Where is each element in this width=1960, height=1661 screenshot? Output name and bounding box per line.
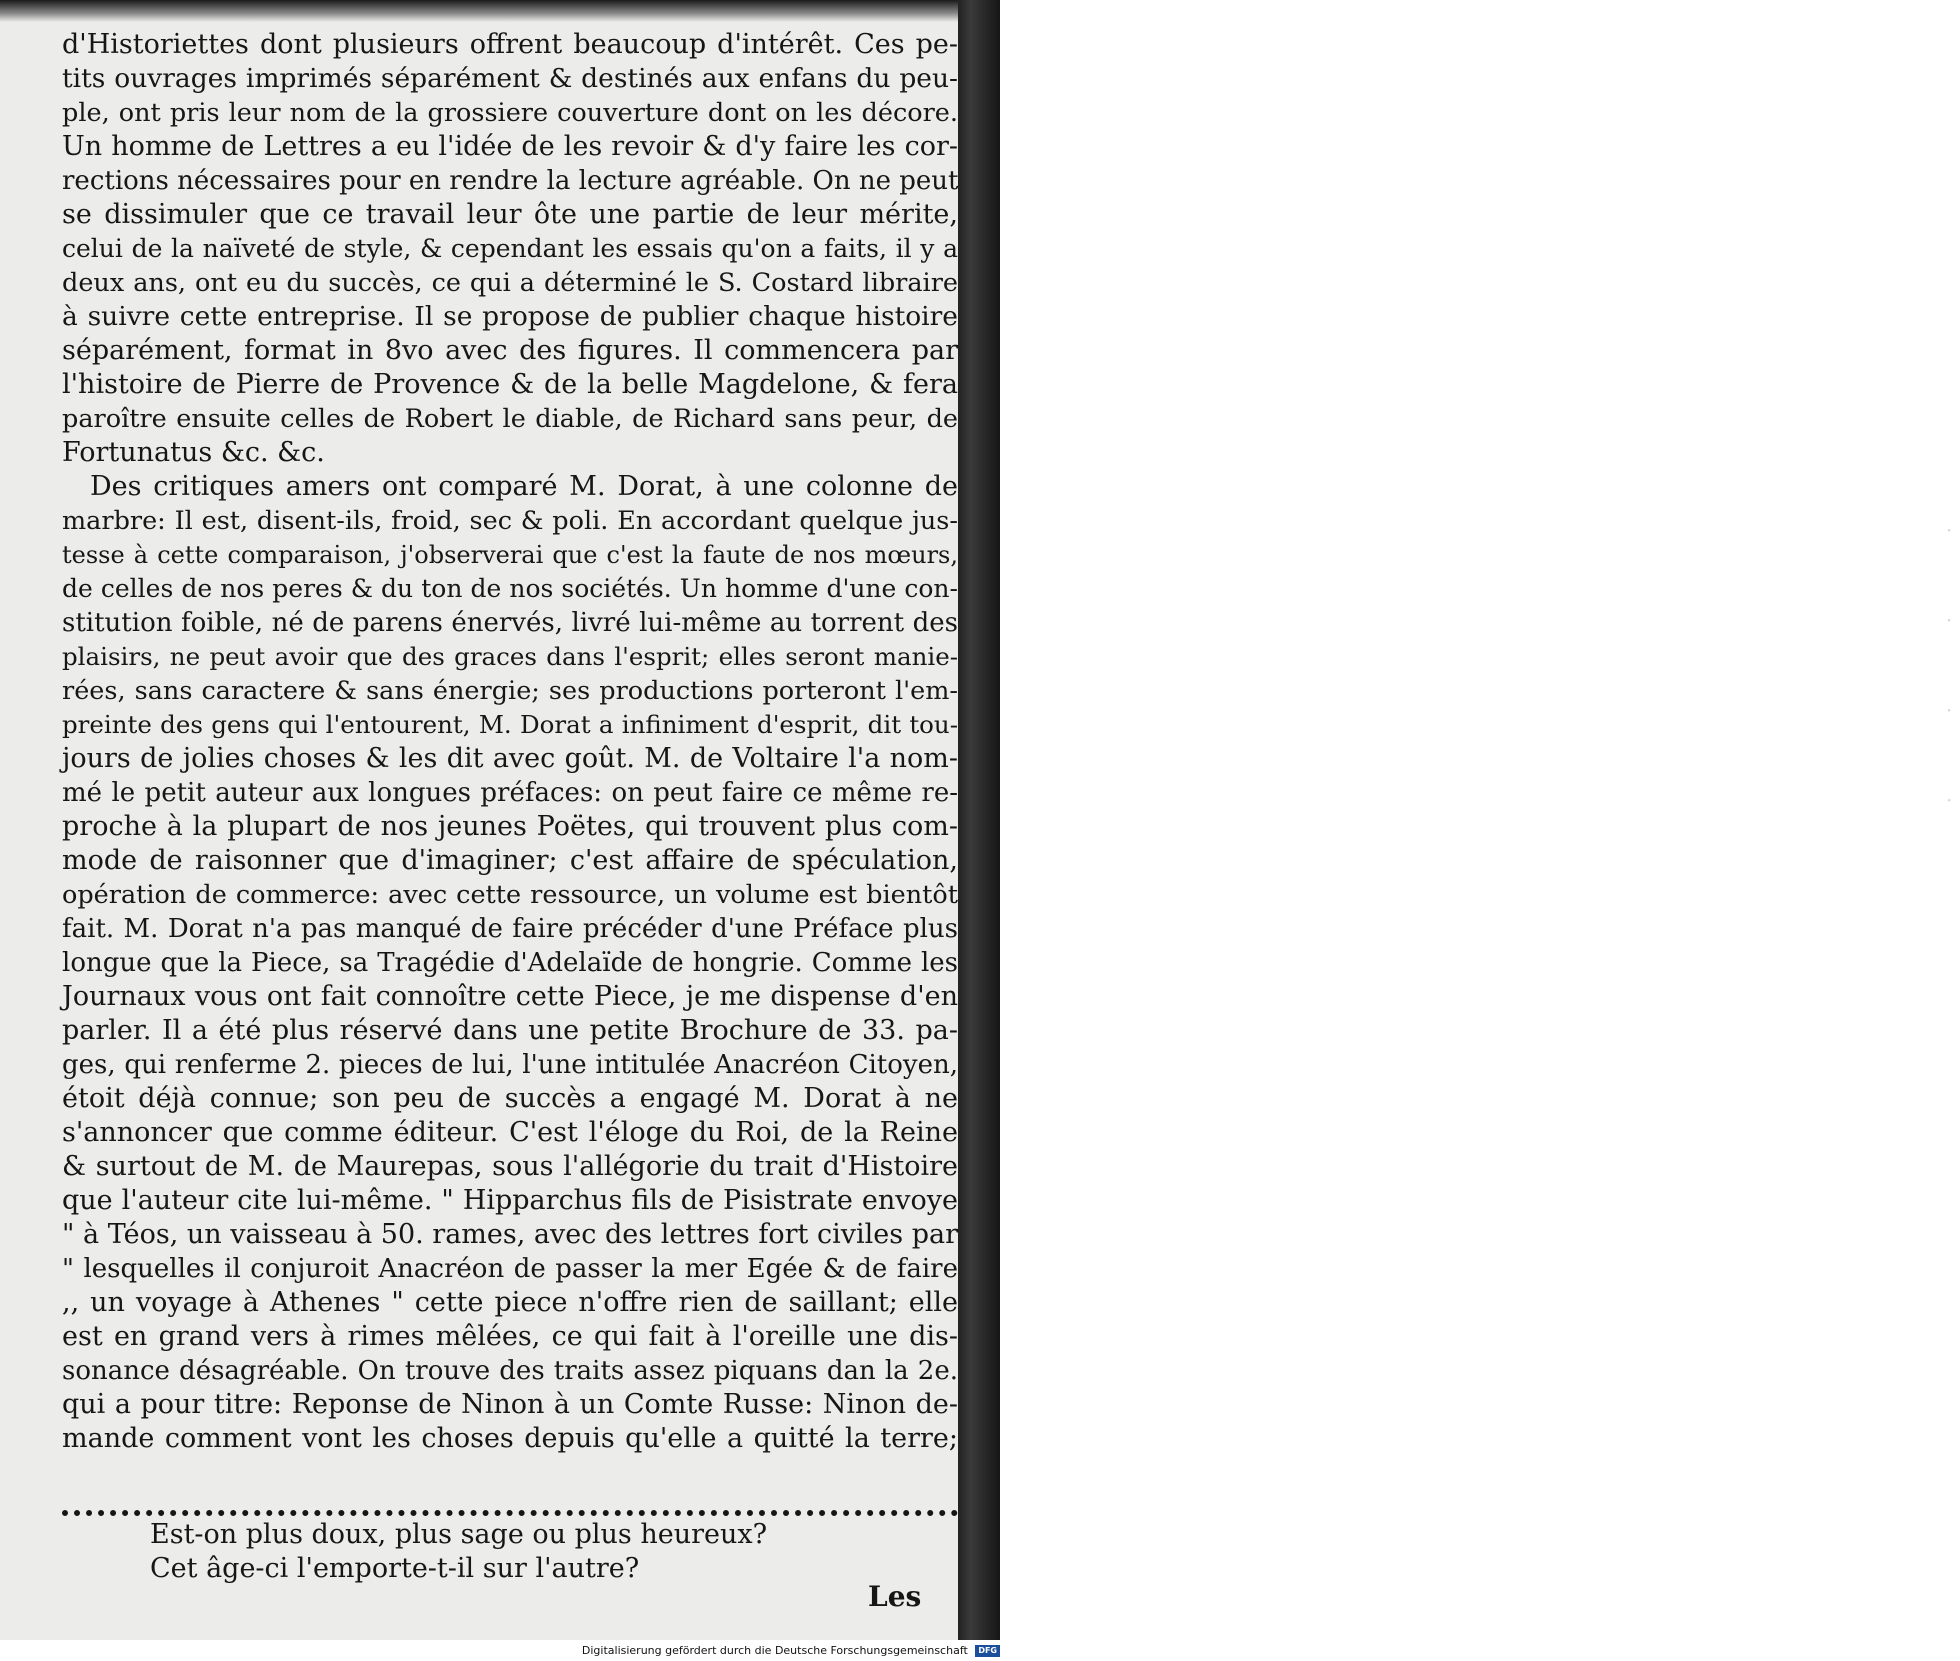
text-line: tesse à cette comparaison, j'observerai que c'est la faute de nos mœurs, (62, 541, 958, 569)
text-line: opération de commerce: avec cette ressource, un volume est bientôt (62, 880, 958, 910)
text-line: est en grand vers à rimes mêlées, ce qui fait à l'oreille une dis- (62, 1321, 958, 1352)
bleed-mark: · (1946, 518, 1953, 542)
text-line: l'histoire de Pierre de Provence & de la belle Magdelone, & fera (62, 369, 958, 400)
text-line: & surtout de M. de Maurepas, sous l'allégorie du trait d'Histoire (62, 1151, 958, 1182)
text-line: parler. Il a été plus réservé dans une petite Brochure de 33. pa- (62, 1015, 958, 1046)
text-line: marbre: Il est, disent-ils, froid, sec & poli. En accordant quelque jus- (62, 506, 958, 536)
text-line: deux ans, ont eu du succès, ce qui a déterminé le S. Costard libraire (62, 268, 958, 298)
text-line: jours de jolies choses & les dit avec goût. M. de Voltaire l'a nom- (62, 743, 958, 774)
text-line: sonance désagréable. On trouve des traits assez piquans dan la 2e. (62, 1356, 958, 1386)
adjacent-page-edge (958, 0, 1953, 1640)
text-line: " lesquelles il conjuroit Anacréon de passer la mer Egée & de faire (62, 1254, 958, 1284)
text-line: rées, sans caractere & sans énergie; ses productions porteront l'em- (62, 676, 958, 706)
verse-line-2: Cet âge-ci l'emporte-t-il sur l'autre? (150, 1553, 640, 1584)
text-line: paroître ensuite celles de Robert le diable, de Richard sans peur, de (62, 404, 958, 434)
catchword: Les (868, 1580, 922, 1613)
scanned-page (0, 0, 968, 1640)
bleed-mark: · (1946, 698, 1953, 722)
digitization-footer (0, 1641, 1000, 1661)
text-line: tits ouvrages imprimés séparément & destinés aux enfans du peu- (62, 63, 958, 94)
text-line: s'annoncer que comme éditeur. C'est l'éloge du Roi, de la Reine (62, 1117, 958, 1148)
text-line: ,, un voyage à Athenes " cette piece n'offre rien de saillant; elle (62, 1287, 958, 1318)
text-line: étoit déjà connue; son peu de succès a engagé M. Dorat à ne (62, 1083, 958, 1114)
scan-top-shadow (0, 0, 968, 22)
bleed-mark: · (1946, 608, 1953, 632)
bleed-mark: · (1946, 788, 1953, 812)
text-line: séparément, format in 8vo avec des figures. Il commencera par (62, 335, 958, 366)
text-line: Fortunatus &c. &c. (62, 437, 325, 468)
body-text (62, 28, 958, 1456)
text-line: que l'auteur cite lui-même. " Hipparchus fils de Pisistrate envoye (62, 1185, 958, 1216)
text-line: se dissimuler que ce travail leur ôte une partie de leur mérite, (62, 199, 958, 230)
verse-line-1: Est-on plus doux, plus sage ou plus heureux? (150, 1519, 768, 1550)
text-line: longue que la Piece, sa Tragédie d'Adelaïde de hongrie. Comme les (62, 948, 958, 978)
text-line: plaisirs, ne peut avoir que des graces dans l'esprit; elles seront manie- (62, 642, 958, 671)
text-line: preinte des gens qui l'entourent, M. Dorat a infiniment d'esprit, dit tou- (62, 710, 958, 739)
text-line: mande comment vont les choses depuis qu'elle a quitté la terre; (62, 1423, 958, 1454)
text-line: ple, ont pris leur nom de la grossiere couverture dont on les décore. (62, 98, 958, 128)
text-line: mé le petit auteur aux longues préfaces: on peut faire ce même re- (62, 778, 958, 808)
dfg-logo-icon: DFG (975, 1645, 1000, 1657)
paragraph-start: Des critiques amers ont comparé M. Dorat, à une colonne de (90, 471, 958, 502)
text-line: proche à la plupart de nos jeunes Poëtes, qui trouvent plus com- (62, 811, 958, 842)
text-line: stitution foible, né de parens énervés, livré lui-même au torrent des (62, 608, 958, 638)
text-line: de celles de nos peres & du ton de nos sociétés. Un homme d'une con- (62, 574, 958, 603)
text-line: celui de la naïveté de style, & cependant les essais qu'on a faits, il y a (62, 234, 958, 263)
text-line: " à Téos, un vaisseau à 50. rames, avec des lettres fort civiles par (62, 1219, 958, 1250)
text-line: Un homme de Lettres a eu l'idée de les revoir & d'y faire les cor- (62, 131, 958, 162)
text-line: d'Historiettes dont plusieurs offrent beaucoup d'intérêt. Ces pe- (62, 29, 958, 60)
dotted-separator (62, 1490, 958, 1516)
text-line: ges, qui renferme 2. pieces de lui, l'une intitulée Anacréon Citoyen, (62, 1050, 958, 1080)
text-line: rections nécessaires pour en rendre la lecture agréable. On ne peut (62, 166, 959, 196)
text-line: mode de raisonner que d'imaginer; c'est affaire de spéculation, (62, 845, 958, 876)
text-line: fait. M. Dorat n'a pas manqué de faire précéder d'une Préface plus (62, 914, 958, 944)
text-line: qui a pour titre: Reponse de Ninon à un Comte Russe: Ninon de- (62, 1389, 958, 1420)
text-line: Journaux vous ont fait connoître cette Piece, je me dispense d'en (62, 981, 958, 1012)
funding-credit: Digitalisierung gefördert durch die Deutsche Forschungsgemeinschaft (581, 1644, 968, 1657)
text-line: à suivre cette entreprise. Il se propose de publier chaque histoire (62, 301, 958, 332)
